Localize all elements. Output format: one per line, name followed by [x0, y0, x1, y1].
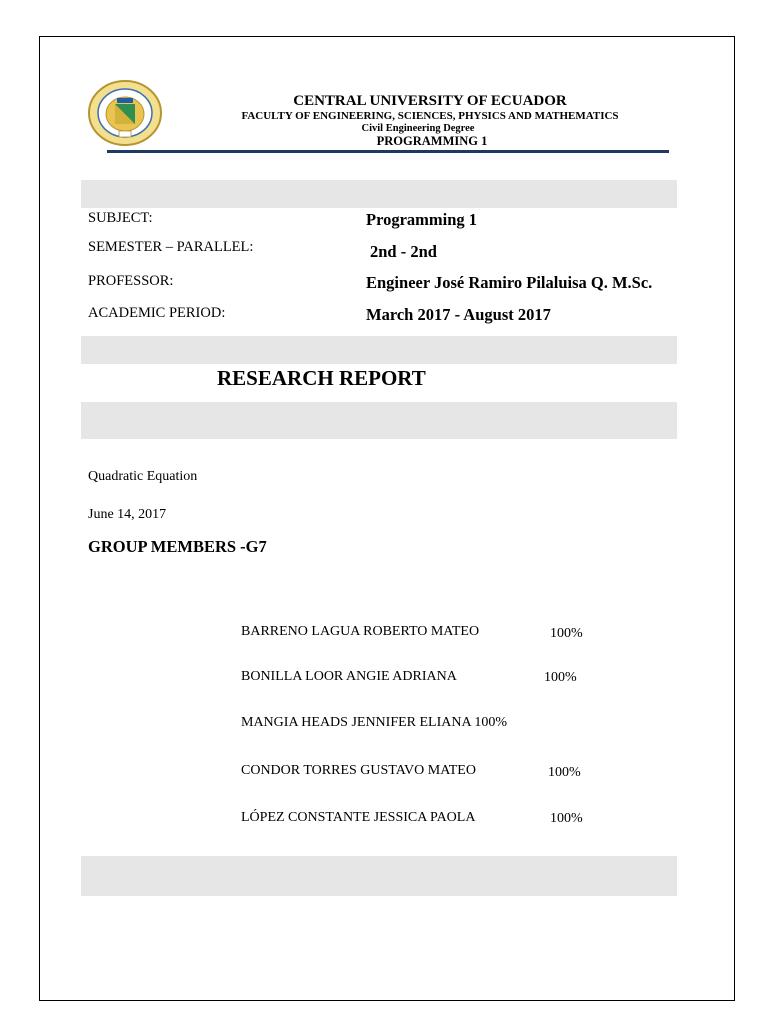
degree-name: Civil Engineering Degree [361, 123, 475, 134]
member-percentage: 100% [544, 670, 577, 685]
list-item [241, 715, 507, 731]
shaded-band-bottom [81, 856, 677, 896]
list-item [241, 810, 475, 826]
report-date: June 14, 2017 [88, 507, 167, 522]
academic-period-value: March 2017 - August 2017 [366, 305, 551, 324]
university-name: CENTRAL UNIVERSITY OF ECUADOR [293, 93, 567, 109]
member-percentage: 100% [550, 811, 583, 826]
course-name: PROGRAMMING 1 [376, 134, 488, 148]
member-percentage: 100% [550, 626, 583, 641]
member-name: LÓPEZ CONSTANTE JESSICA PAOLA [241, 810, 476, 825]
member-name: BONILLA LOOR ANGIE ADRIANA [241, 669, 457, 684]
report-topic: Quadratic Equation [88, 469, 198, 484]
subject-value: Programming 1 [366, 210, 478, 229]
group-members-heading: GROUP MEMBERS -G7 [88, 537, 267, 556]
member-name: BARRENO LAGUA ROBERTO MATEO [241, 624, 480, 639]
shaded-band-mid [81, 336, 677, 364]
list-item [241, 763, 476, 779]
academic-period-label: ACADEMIC PERIOD: [88, 305, 226, 321]
professor-value: Engineer José Ramiro Pilaluisa Q. M.Sc. [366, 273, 653, 292]
member-name: MANGIA HEADS JENNIFER ELIANA 100% [241, 715, 507, 730]
professor-label: PROFESSOR: [88, 273, 174, 289]
member-percentage: 100% [548, 765, 581, 780]
shaded-band-title [81, 402, 677, 439]
semester-value: 2nd - 2nd [370, 242, 437, 261]
faculty-name: FACULTY OF ENGINEERING, SCIENCES, PHYSICS AND MATHEMATICS [241, 110, 619, 122]
report-title: RESEARCH REPORT [217, 366, 426, 390]
semester-label: SEMESTER – PARALLEL: [88, 239, 254, 255]
list-item [241, 624, 479, 640]
university-seal-logo [86, 78, 164, 148]
list-item [241, 669, 457, 685]
member-name: CONDOR TORRES GUSTAVO MATEO [241, 763, 476, 778]
header-rule [107, 150, 669, 153]
shaded-band-top [81, 180, 677, 208]
subject-label: SUBJECT: [88, 210, 153, 226]
